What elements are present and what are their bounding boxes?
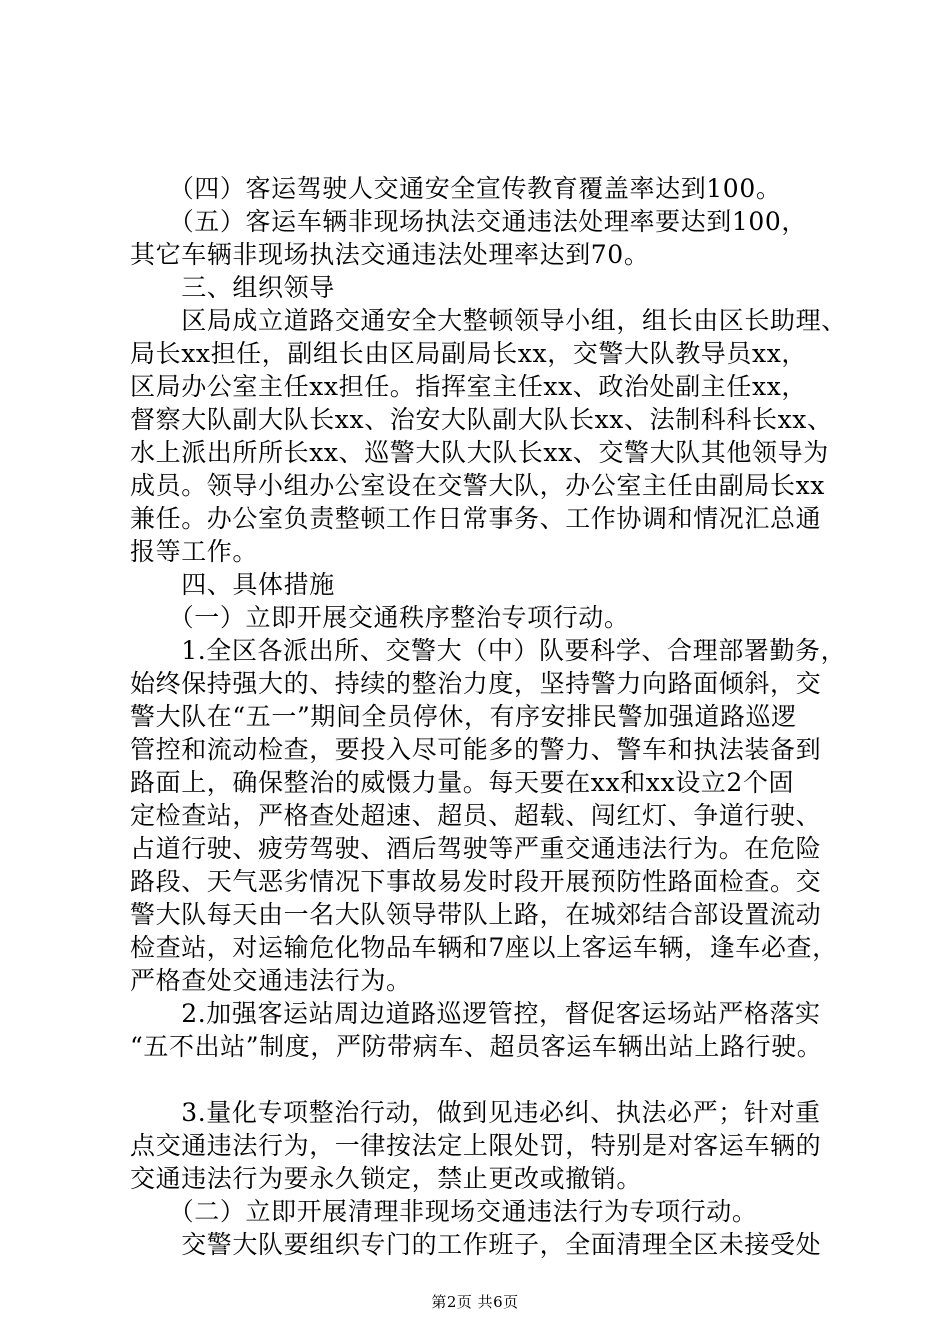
text-line: 交通违法行为要永久锁定，禁止更改或撤销。 [130,1164,643,1193]
text-line: 成员。领导小组办公室设在交警大队，办公室主任由副局长xx [130,471,826,500]
text-line: 3.量化专项整治行动，做到见违必纠、执法必严；针对重 [130,1098,821,1127]
text-line: 定检查站，严格查处超速、超员、超载、闯红灯、争道行驶、 [130,801,822,830]
text-line: 占道行驶、疲劳驾驶、酒后驾驶等严重交通违法行为。在危险 [130,834,822,863]
text-line: 点交通违法行为，一律按法定上限处罚，特别是对客运车辆的 [130,1131,822,1160]
text-line: 区局成立道路交通安全大整顿领导小组，组长由区长助理、 [130,306,847,335]
text-line: 兼任。办公室负责整顿工作日常事务、工作协调和情况汇总通 [130,504,822,533]
page-number-footer: 第2页 共6页 [431,1293,519,1311]
subsection-heading: （一）立即开展交通秩序整治专项行动。 [130,603,630,632]
text-line: 检查站，对运输危化物品车辆和7座以上客运车辆，逢车必查， [130,933,838,962]
text-line: 路段、天气恶劣情况下事故易发时段开展预防性路面检查。交 [130,867,822,896]
text-line: （五）客运车辆非现场执法交通违法处理率要达到100， [130,207,808,236]
subsection-heading: （二）立即开展清理非现场交通违法行为专项行动。 [130,1197,758,1226]
text-line: （四）客运驾驶人交通安全宣传教育覆盖率达到100。 [130,174,782,203]
text-line: 警大队在“五一”期间全员停休，有序安排民警加强道路巡逻 [130,702,797,731]
text-line: 警大队每天由一名大队领导带队上路，在城郊结合部设置流动 [130,900,822,929]
text-line: 2.加强客运站周边道路巡逻管控，督促客运场站严格落实 [130,999,821,1028]
text-line: 交警大队要组织专门的工作班子，全面清理全区未接受处 [130,1230,822,1259]
text-line: 水上派出所所长xx、巡警大队大队长xx、交警大队其他领导为 [130,438,829,467]
text-line: 始终保持强大的、持续的整治力度，坚持警力向路面倾斜，交 [130,669,822,698]
text-line: 严格查处交通违法行为。 [130,966,412,995]
section-heading: 三、组织领导 [130,273,335,302]
section-heading: 四、具体措施 [130,570,335,599]
text-line: 1.全区各派出所、交警大（中）队要科学、合理部署勤务， [130,636,847,665]
text-line: 督察大队副大队长xx、治安大队副大队长xx、法制科科长xx、 [130,405,833,434]
text-line: “五不出站”制度，严防带病车、超员客运车辆出站上路行驶。 [130,1032,823,1061]
text-line: 其它车辆非现场执法交通违法处理率达到70。 [130,240,650,269]
text-line: 局长xx担任，副组长由区局副局长xx，交警大队教导员xx， [130,339,807,368]
text-line: 路面上，确保整治的威慑力量。每天要在xx和xx设立2个固 [130,768,795,797]
text-line: 报等工作。 [130,537,259,566]
text-line: 管控和流动检查，要投入尽可能多的警力、警车和执法装备到 [130,735,822,764]
text-line: 区局办公室主任xx担任。指挥室主任xx、政治处副主任xx， [130,372,807,401]
